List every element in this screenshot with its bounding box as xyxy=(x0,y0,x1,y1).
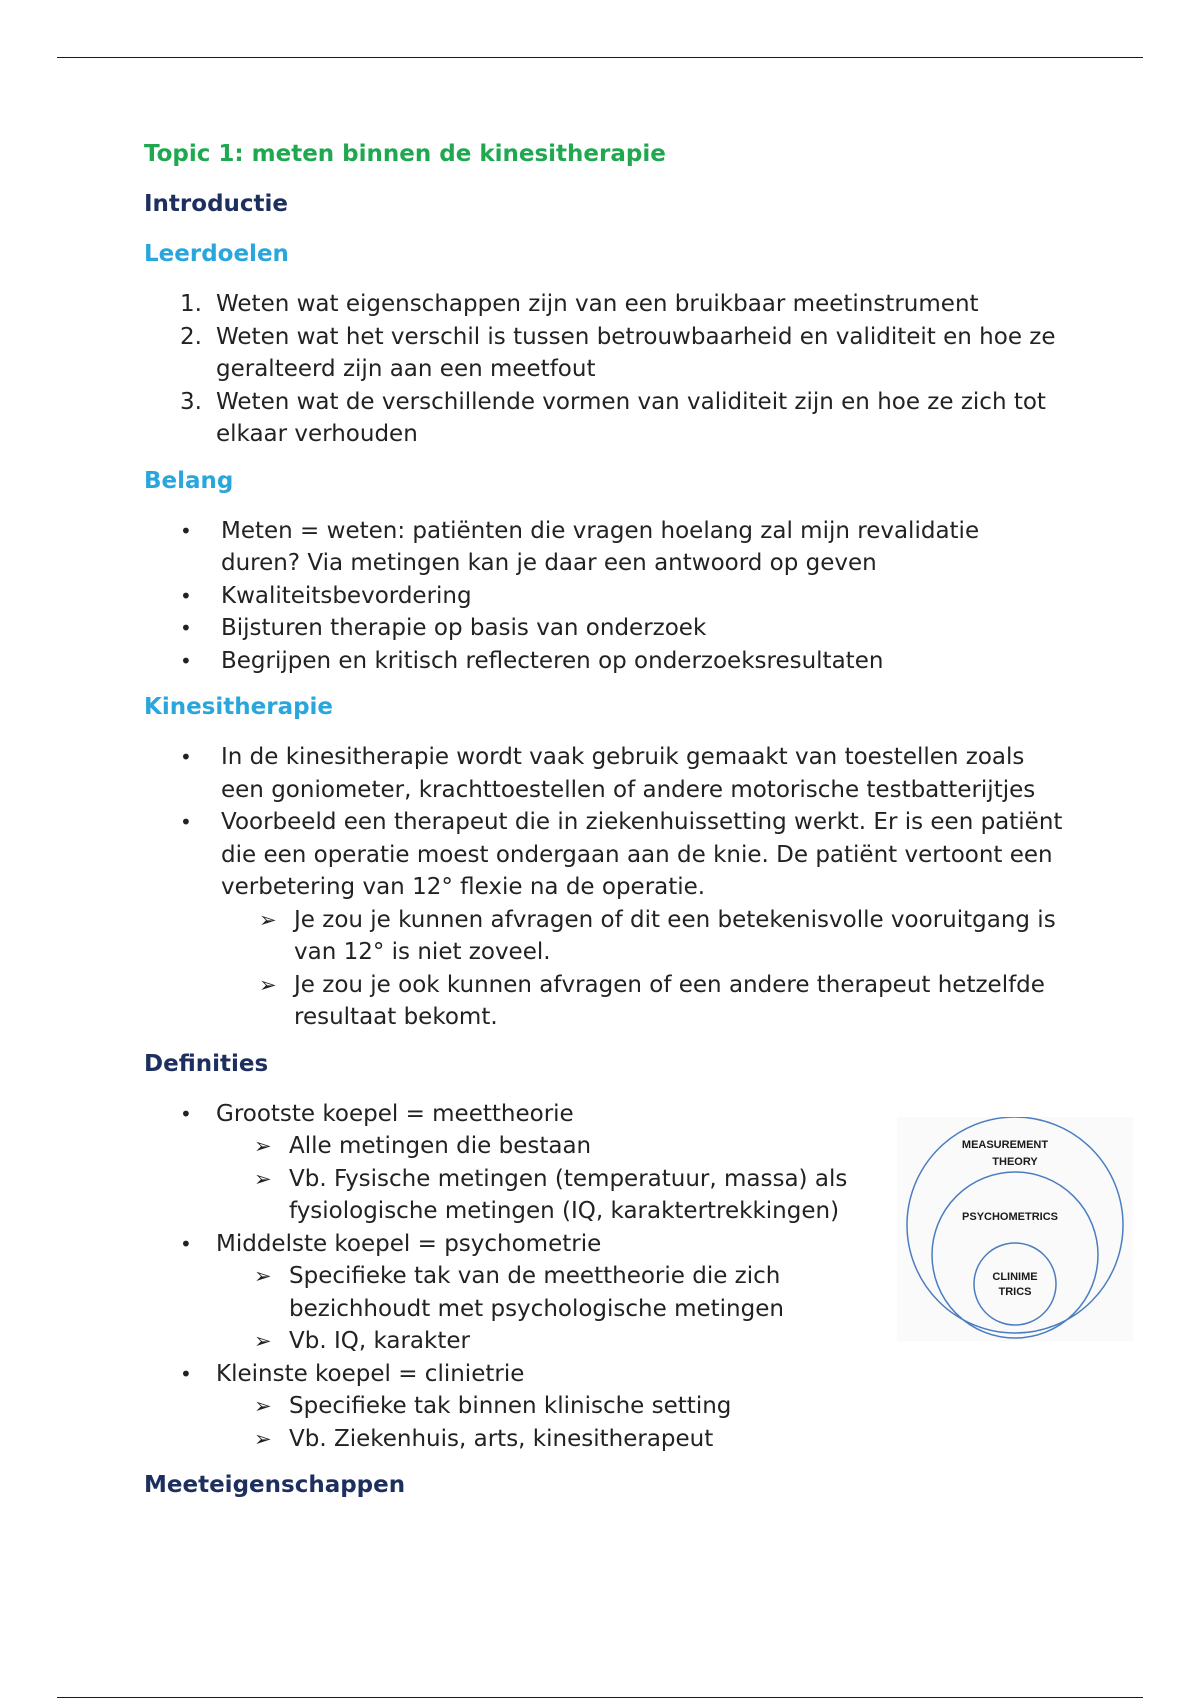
sub-list-item xyxy=(216,1163,884,1228)
list-item-text: Kwaliteitsbevordering xyxy=(221,582,472,609)
heading-kinesitherapie: Kinesitherapie xyxy=(144,694,334,720)
sub-list-item-text: Vb. IQ, karakter xyxy=(289,1328,470,1354)
circle-psychometrics xyxy=(932,1172,1098,1338)
list-item xyxy=(144,1358,884,1456)
list-item xyxy=(144,612,1064,645)
list-item-text: Weten wat de verschillende vormen van validiteit zijn en hoe ze zich tot elkaar verhouden xyxy=(216,388,1046,447)
definities-list xyxy=(144,1098,884,1456)
list-item-text: Grootste koepel = meettheorie xyxy=(216,1100,574,1127)
list-item xyxy=(144,1098,884,1228)
bullet-icon: • xyxy=(180,616,192,640)
sub-list-item xyxy=(221,904,1064,969)
bullet-icon: • xyxy=(180,1101,192,1126)
bullet-icon: • xyxy=(180,518,192,543)
arrow-bullet-icon: ➢ xyxy=(254,1329,272,1353)
list-item-text: Weten wat het verschil is tussen betrouwbaarheid en validiteit en hoe ze geralteerd zijn aan een meetfout xyxy=(216,323,1056,382)
list-item xyxy=(144,645,1064,678)
list-item xyxy=(144,580,1064,613)
heading-definities: Definities xyxy=(144,1050,269,1077)
list-item xyxy=(144,515,1064,580)
label-trics: TRICS xyxy=(998,1286,1032,1298)
heading-belang: Belang xyxy=(144,467,234,494)
sub-list-item xyxy=(216,1260,884,1325)
label-measurement: MEASUREMENT xyxy=(961,1139,1049,1151)
list-item-text: Meten = weten: patiënten die vragen hoelang zal mijn revalidatie duren? Via metingen kan je daar een antwoord op geven xyxy=(221,517,980,576)
kinesitherapie-list xyxy=(144,741,1064,1034)
heading-introductie: Introductie xyxy=(144,191,289,217)
list-item xyxy=(144,321,1064,386)
bullet-icon: • xyxy=(180,648,192,673)
bullet-icon: • xyxy=(180,810,192,834)
document-title: Topic 1: meten binnen de kinesitherapie xyxy=(144,141,666,167)
arrow-bullet-icon: ➢ xyxy=(254,1394,272,1418)
sub-list xyxy=(216,1130,884,1228)
list-number: 1. xyxy=(180,291,202,317)
sub-list-item-text: Specifieke tak binnen klinische setting xyxy=(289,1393,732,1419)
arrow-bullet-icon: ➢ xyxy=(254,1426,272,1451)
bullet-icon: • xyxy=(180,1361,192,1386)
heading-meeteigenschappen: Meeteigenschappen xyxy=(144,1472,406,1498)
sub-list xyxy=(216,1260,884,1358)
heading-leerdoelen: Leerdoelen xyxy=(144,241,289,267)
nested-circles-diagram xyxy=(897,1117,1133,1341)
list-number: 3. xyxy=(180,388,202,415)
bullet-icon: • xyxy=(180,1231,192,1256)
header-rule xyxy=(57,57,1143,58)
arrow-bullet-icon: ➢ xyxy=(259,907,277,932)
list-item xyxy=(144,1228,884,1358)
circle-clinimetrics xyxy=(974,1243,1056,1325)
arrow-bullet-icon: ➢ xyxy=(254,1134,272,1158)
belang-list xyxy=(144,515,1064,678)
list-item-text: Voorbeeld een therapeut die in ziekenhuissetting werkt. Er is een patiënt die een operatie moest ondergaan aan de knie. De patiënt vertoont een verbetering van 12° flexie na de operatie. xyxy=(221,809,1063,900)
list-item xyxy=(144,386,1064,451)
list-item-text: Bijsturen therapie op basis van onderzoek xyxy=(221,615,707,641)
list-item-text: In de kinesitherapie wordt vaak gebruik gemaakt van toestellen zoals een goniometer, krachttoestellen of andere motorische testbatterijtjes xyxy=(221,744,1036,803)
bullet-icon: • xyxy=(180,745,192,769)
sub-list-item xyxy=(216,1130,884,1163)
list-item-text: Begrijpen en kritisch reflecteren op onderzoeksresultaten xyxy=(221,647,884,674)
list-item-text: Kleinste koepel = clinietrie xyxy=(216,1360,525,1387)
sub-list-item xyxy=(216,1390,884,1423)
bullet-icon: • xyxy=(180,583,192,608)
list-item xyxy=(144,806,1064,1034)
list-number: 2. xyxy=(180,323,202,350)
sub-list-item-text: Vb. Ziekenhuis, arts, kinesitherapeut xyxy=(289,1425,714,1452)
label-psychometrics: PSYCHOMETRICS xyxy=(962,1211,1058,1223)
sub-list-item-text: Vb. Fysische metingen (temperatuur, massa) als fysiologische metingen (IQ, karaktertrekkingen) xyxy=(289,1165,848,1224)
sub-list xyxy=(216,1390,884,1455)
sub-list-item-text: Alle metingen die bestaan xyxy=(289,1133,592,1159)
arrow-bullet-icon: ➢ xyxy=(259,972,277,997)
list-item xyxy=(144,741,1064,806)
nested-circles-svg xyxy=(897,1117,1133,1341)
sub-list-item xyxy=(216,1325,884,1358)
arrow-bullet-icon: ➢ xyxy=(254,1264,272,1288)
sub-list-item-text: Je zou je kunnen afvragen of dit een betekenisvolle vooruitgang is van 12° is niet zoveel. xyxy=(294,906,1056,965)
label-theory: THEORY xyxy=(992,1156,1038,1168)
leerdoelen-list xyxy=(144,288,1064,451)
list-item-text: Weten wat eigenschappen zijn van een bruikbaar meetinstrument xyxy=(216,291,979,317)
sub-list xyxy=(221,904,1064,1034)
footer-rule xyxy=(57,1697,1143,1698)
list-item xyxy=(144,288,1064,321)
label-clinime: CLINIME xyxy=(992,1271,1038,1283)
arrow-bullet-icon: ➢ xyxy=(254,1166,272,1191)
sub-list-item xyxy=(216,1423,884,1456)
sub-list-item xyxy=(221,969,1064,1034)
list-item-text: Middelste koepel = psychometrie xyxy=(216,1230,602,1257)
sub-list-item-text: Specifieke tak van de meettheorie die zich bezichhoudt met psychologische metingen xyxy=(289,1263,784,1322)
sub-list-item-text: Je zou je ook kunnen afvragen of een andere therapeut hetzelfde resultaat bekomt. xyxy=(294,971,1045,1030)
